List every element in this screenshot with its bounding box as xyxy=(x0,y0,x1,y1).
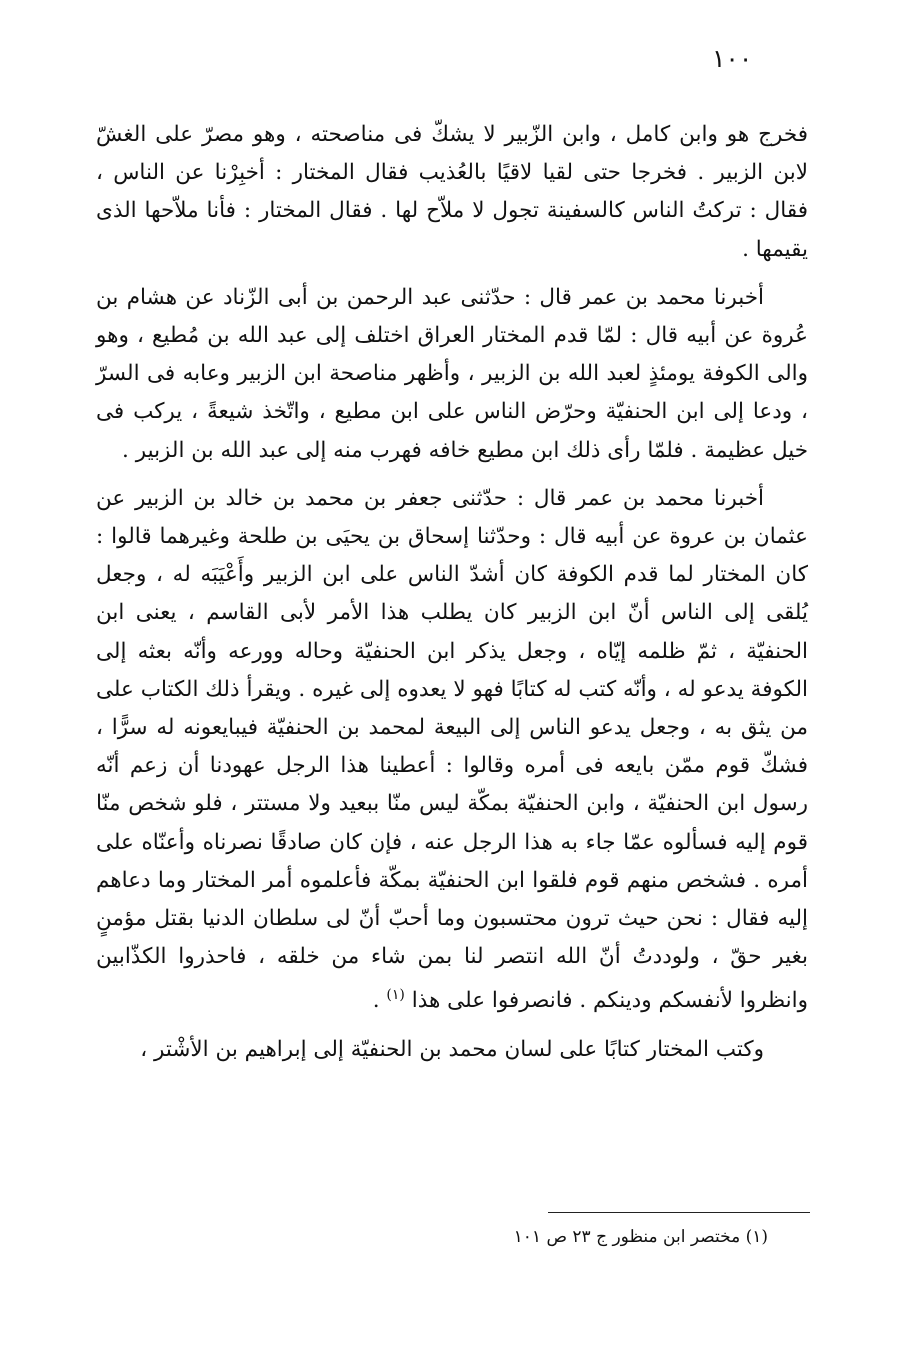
footnote-reference: (١) xyxy=(386,987,405,1004)
paragraph-1: فخرج هو وابن كامل ، وابن الزّبير لا يشكّ فى مناصحته ، وهو مصرّ على الغشّ لابن الزبير . فخرجا حتى لقيا لاقيًا بالعُذيب فقال المختار : أخبِرْنا عن الناس ، فقال : تركتُ الناس كالسفينة تجول لا ملاّح لها . فقال المختار : فأنا ملاّحها الذى يقيمها . xyxy=(96,122,808,262)
paragraph-2: أخبرنا محمد بن عمر قال : حدّثنى عبد الرحمن بن أبى الزّناد عن هشام بن عُروة عن أبيه قال : لمّا قدم المختار العراق اختلف إلى عبد الله بن مُطيع ، وهو والى الكوفة يومئذٍ لعبد الله بن الزبير ، وأظهر مناصحة ابن الزبير وعابه فى السرّ ، ودعا إلى ابن الحنفيّة وحرّض الناس على ابن مطيع ، واتّخذ شيعةً ، يركب فى خيل عظيمة . فلمّا رأى ذلك ابن مطيع خافه فهرب منه إلى عبد الله بن الزبير . xyxy=(96,284,808,463)
main-text xyxy=(96,116,808,1069)
footnote-divider xyxy=(548,1212,810,1213)
footnote: (١) مختصر ابن منظور ج ٢٣ ص ١٠١ xyxy=(513,1227,768,1247)
paragraph-3-text: أخبرنا محمد بن عمر قال : حدّثنى جعفر بن محمد بن خالد بن الزبير عن عثمان بن عروة عن أبيه قال : وحدّثنا إسحاق بن يحيَى بن طلحة وغيرهما قالوا : كان المختار لما قدم الكوفة كان أشدّ الناس على ابن الزبير وأَعْيَبَه له ، وجعل يُلقى إلى الناس أنّ ابن الزبير كان يطلب هذا الأمر لأبى القاسم ، يعنى ابن الحنفيّة ، ثمّ ظلمه إيّاه ، وجعل يذكر ابن الحنفيّة وحاله وورعه وأنّه بعثه إلى الكوفة يدعو له ، وأنّه كتب له كتابًا فهو لا يعدوه إلى غيره . ويقرأ ذلك الكتاب على من يثق به ، وجعل يدعو الناس إلى البيعة لمحمد بن الحنفيّة فيبايعونه له سرًّا ، فشكّ قوم ممّن بايعه فى أمره وقالوا : أعطينا هذا الرجل عهودنا أن زعم أنّه رسول ابن الحنفيّة ، وابن الحنفيّة بمكّة ليس منّا ببعيد ولا مستتر ، فلو شخص منّا قوم إليه فسألوه عمّا جاء به هذا الرجل عنه ، فإن كان صادقًا نصرناه وأعنّاه على أمره . فشخص منهم قوم فلقوا ابن الحنفيّة بمكّة فأعلموه أمر المختار وما دعاهم إليه فقال : نحن حيث ترون محتسبون وما أحبّ أنّ لى سلطان الدنيا بقتل مؤمنٍ بغير حقّ ، ولوددتُ أنّ الله انتصر لنا بمن شاء من خلقه ، فاحذروا الكذّابين وانظروا لأنفسكم ودينكم . فانصرفوا على هذا xyxy=(96,485,808,1014)
page-number: ١٠٠ xyxy=(712,44,753,73)
paragraph-3 xyxy=(96,480,808,1021)
paragraph-4: وكتب المختار كتابًا على لسان محمد بن الحنفيّة إلى إبراهيم بن الأشْتر ، xyxy=(140,1036,764,1062)
paragraph-3-end: . xyxy=(372,988,387,1014)
